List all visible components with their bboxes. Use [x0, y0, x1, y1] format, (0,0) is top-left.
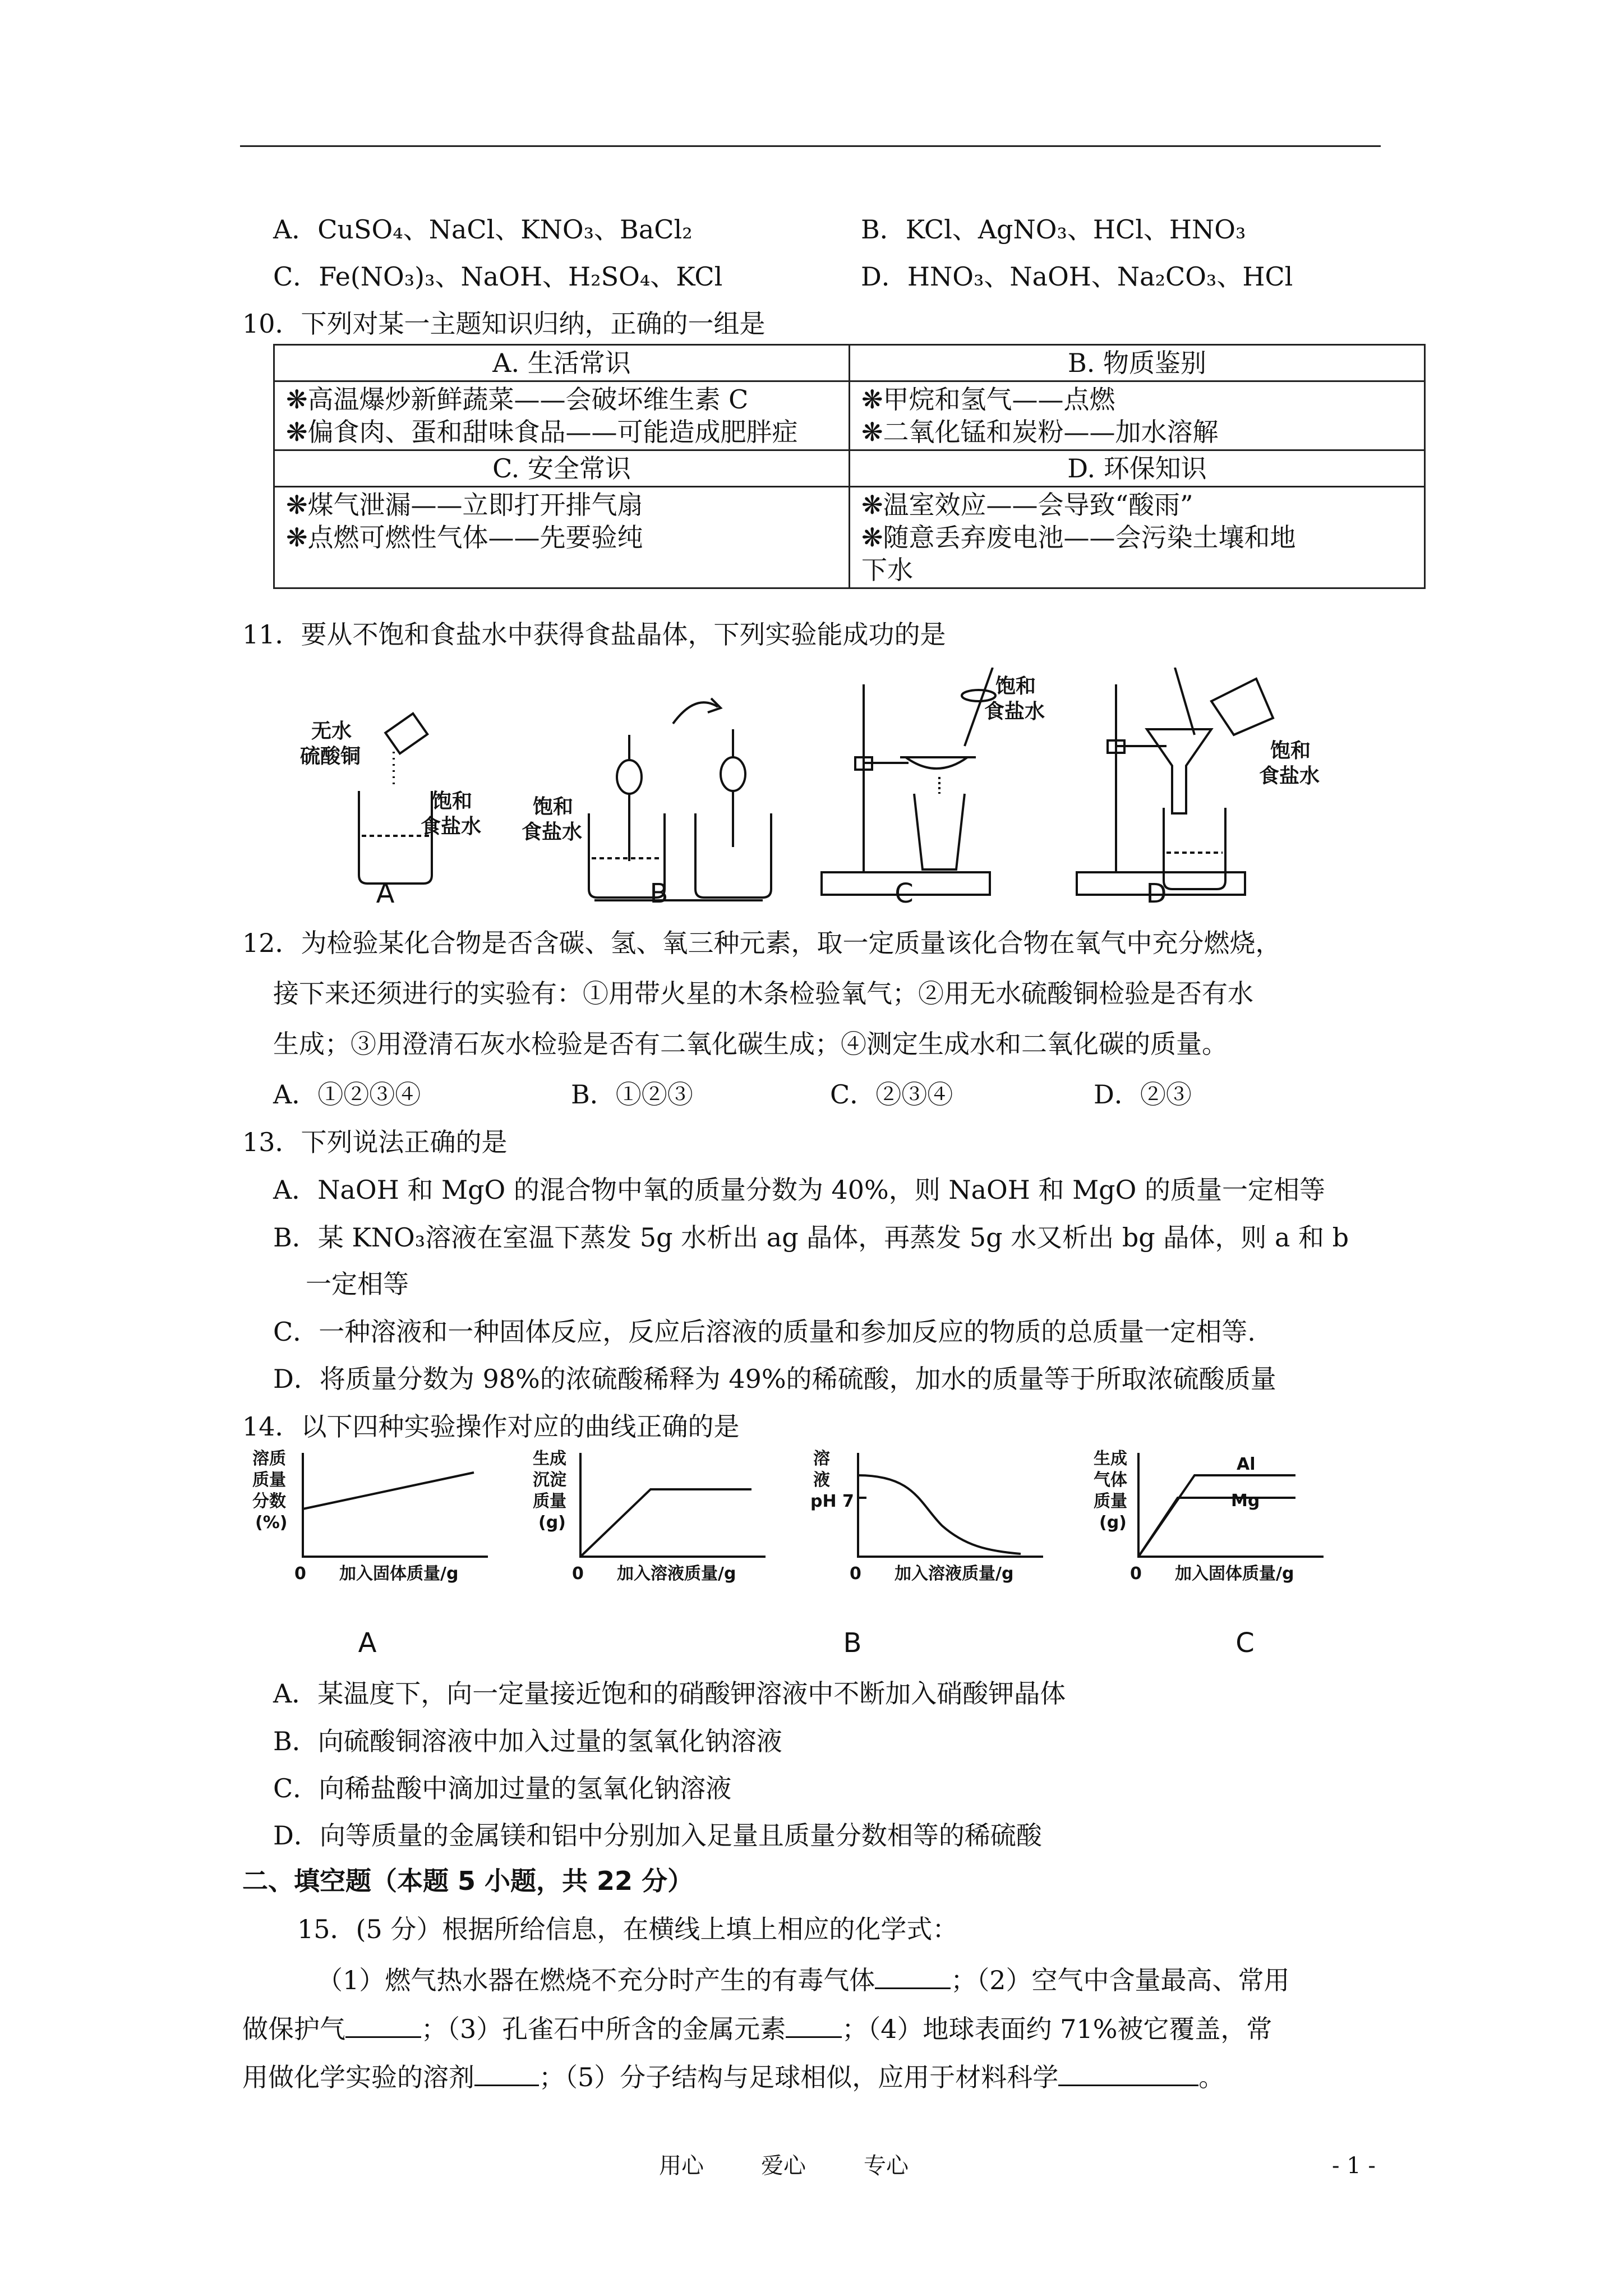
g4-curve-al: [1138, 1475, 1295, 1557]
g3-origin: 0: [850, 1564, 861, 1584]
q13-option-b-line2: 一定相等: [306, 1269, 409, 1299]
g3-curve: [858, 1475, 1021, 1554]
q15-stem: 15．(5 分）根据所给信息，在横线上填上相应的化学式：: [297, 1914, 958, 1944]
q9-option-d: D．HNO₃、NaOH、Na₂CO₃、HCl: [861, 261, 1293, 292]
g1-axes: [303, 1453, 488, 1557]
q12-option-c: C．②③④: [830, 1079, 953, 1110]
g4-origin: 0: [1130, 1564, 1142, 1584]
q14-option-d: D．向等质量的金属镁和铝中分别加入足量且质量分数相等的稀硫酸: [273, 1820, 1042, 1851]
g1-curve: [303, 1473, 474, 1509]
q9-option-a: A．CuSO₄、NaCl、KNO₃、BaCl₂: [273, 214, 693, 245]
q11-label-d: D: [1146, 878, 1167, 909]
q15-line2: 做保护气 ；（3）孔雀石中所含的金属元素 ；（4）地球表面约 71%被它覆盖，常: [242, 2009, 1272, 2046]
q15-blank-1[interactable]: [875, 1961, 951, 1989]
q13-stem: 13．下列说法正确的是: [242, 1127, 508, 1157]
q12-option-b: B．①②③: [571, 1079, 693, 1110]
q12-option-d: D．②③: [1094, 1079, 1192, 1110]
q15-blank-2[interactable]: [345, 2009, 421, 2038]
g4-curve-mg-label: Mg: [1231, 1491, 1260, 1511]
footer-motto-1: 用心: [659, 2153, 704, 2179]
footer-motto-2: 爱心: [761, 2153, 806, 2179]
q9-option-c: C．Fe(NO₃)₃、NaOH、H₂SO₄、KCl: [273, 261, 723, 292]
q11-apparatus-figure: [269, 668, 1436, 909]
label-a-saturated: 饱和: [432, 790, 473, 813]
q15-blank-4[interactable]: [474, 2058, 539, 2086]
q12-line1: 12．为检验某化合物是否含碳、氢、氧三种元素，取一定质量该化合物在氧气中充分燃烧，: [242, 928, 1281, 958]
q14-graph-label-b: B: [843, 1627, 862, 1659]
g3-ylabel-2: 液: [813, 1470, 830, 1490]
label-c-saturated: 饱和: [995, 675, 1036, 698]
g1-ylabel-3: 分数: [252, 1492, 286, 1511]
page-number: - 1 -: [1332, 2153, 1376, 2179]
g4-ylabel-1: 生成: [1094, 1449, 1127, 1469]
q11-stem: 11．要从不饱和食盐水中获得食盐晶体，下列实验能成功的是: [242, 619, 946, 650]
label-a-brine: 食盐水: [421, 815, 482, 838]
g1-ylabel-2: 质量: [252, 1470, 286, 1490]
footer-motto-3: 专心: [864, 2153, 909, 2179]
label-a-anhydrous: 无水: [311, 720, 352, 743]
q14-option-c: C．向稀盐酸中滴加过量的氢氧化钠溶液: [273, 1773, 732, 1803]
label-d-saturated: 饱和: [1270, 739, 1311, 762]
g2-xlabel: 加入溶液质量/g: [617, 1564, 736, 1584]
header-rule: [240, 145, 1381, 147]
q14-stem: 14．以下四种实验操作对应的曲线正确的是: [242, 1411, 740, 1442]
label-b-brine: 食盐水: [522, 821, 583, 844]
q14-option-b: B．向硫酸铜溶液中加入过量的氢氧化钠溶液: [273, 1726, 782, 1756]
q13-option-c: C．一种溶液和一种固体反应，反应后溶液的质量和参加反应的物质的总质量一定相等.: [273, 1317, 1256, 1347]
apparatus-d: [1077, 668, 1273, 895]
g2-origin: 0: [572, 1564, 584, 1584]
g1-ylabel-4: (%): [255, 1513, 288, 1533]
table-head-b: B. 物质鉴别: [850, 345, 1425, 381]
g3-ylabel-1: 溶: [813, 1449, 830, 1469]
g4-curve-mg: [1138, 1498, 1295, 1557]
section-2-heading: 二、填空题（本题 5 小题，共 22 分）: [242, 1866, 694, 1896]
q13-option-b-line1: B．某 KNO₃溶液在室温下蒸发 5g 水析出 ag 晶体，再蒸发 5g 水又析出 bg 晶体，则 a 和 b: [273, 1222, 1349, 1253]
g3-xlabel: 加入溶液质量/g: [895, 1564, 1014, 1584]
label-c-brine: 食盐水: [984, 700, 1045, 723]
table-head-a: A. 生活常识: [274, 345, 850, 381]
g2-axes: [580, 1453, 766, 1557]
label-a-cuso4: 硫酸铜: [300, 745, 361, 768]
g1-xlabel: 加入固体质量/g: [339, 1564, 459, 1584]
table-cell-c: ❋煤气泄漏——立即打开排气扇 ❋点燃可燃性气体——先要验纯: [274, 487, 850, 588]
label-d-brine: 食盐水: [1259, 765, 1320, 788]
q12-line2: 接下来还须进行的实验有：①用带火星的木条检验氧气；②用无水硫酸铜检验是否有水: [273, 978, 1253, 1009]
apparatus-b: [589, 698, 771, 900]
q14-option-a: A．某温度下，向一定量接近饱和的硝酸钾溶液中不断加入硝酸钾晶体: [273, 1678, 1066, 1709]
q13-option-d: D．将质量分数为 98%的浓硫酸稀释为 49%的稀硫酸，加水的质量等于所取浓硫酸质量: [273, 1364, 1276, 1394]
q10-stem: 10．下列对某一主题知识归纳，正确的一组是: [242, 309, 766, 339]
q11-label-c: C: [895, 878, 914, 909]
q14-graph-label-c: C: [1235, 1627, 1255, 1659]
table-head-c: C. 安全常识: [274, 450, 850, 487]
g1-origin: 0: [294, 1564, 306, 1584]
q10-knowledge-table: [273, 344, 1426, 589]
g4-ylabel-3: 质量: [1094, 1492, 1127, 1511]
table-cell-a: ❋高温爆炒新鲜蔬菜——会破坏维生素 C ❋偏食肉、蛋和甜味食品——可能造成肥胖症: [274, 381, 850, 450]
apparatus-a: [359, 714, 432, 884]
apparatus-c: [822, 668, 995, 895]
q12-line3: 生成；③用澄清石灰水检验是否有二氧化碳生成；④测定生成水和二氧化碳的质量。: [273, 1029, 1228, 1059]
q14-graph-label-a: A: [358, 1627, 377, 1659]
g4-curve-al-label: Al: [1237, 1455, 1256, 1474]
table-head-d: D. 环保知识: [850, 450, 1425, 487]
g4-xlabel: 加入固体质量/g: [1175, 1564, 1294, 1584]
q15-line3: 用做化学实验的溶剂 ；（5）分子结构与足球相似，应用于材料科学 。: [242, 2058, 1224, 2095]
g2-ylabel-3: 质量: [533, 1492, 566, 1511]
table-cell-d: ❋温室效应——会导致“酸雨” ❋随意丢弃废电池——会污染土壤和地 下水: [850, 487, 1425, 588]
q13-option-a: A．NaOH 和 MgO 的混合物中氧的质量分数为 40%，则 NaOH 和 MgO 的质量一定相等: [273, 1175, 1325, 1205]
g3-ylabel-3: pH 7: [810, 1492, 854, 1511]
g1-ylabel-1: 溶质: [252, 1449, 286, 1469]
g3-axes: [858, 1453, 1043, 1557]
g2-ylabel-2: 沉淀: [533, 1470, 566, 1490]
table-cell-b: ❋甲烷和氢气——点燃 ❋二氧化锰和炭粉——加水溶解: [850, 381, 1425, 450]
g2-ylabel-1: 生成: [533, 1449, 566, 1469]
q14-graphs-figure: [247, 1442, 1385, 1627]
q11-label-b: B: [649, 878, 668, 909]
g4-ylabel-2: 气体: [1094, 1470, 1127, 1490]
q9-option-b: B．KCl、AgNO₃、HCl、HNO₃: [861, 214, 1246, 245]
q15-blank-5[interactable]: [1058, 2058, 1198, 2086]
q15-line1: （1）燃气热水器在燃烧不充分时产生的有毒气体 ；（2）空气中含量最高、常用: [317, 1961, 1290, 1998]
q15-blank-3[interactable]: [786, 2009, 842, 2038]
g2-curve: [580, 1489, 751, 1557]
q12-option-a: A．①②③④: [273, 1079, 421, 1110]
label-b-saturated: 饱和: [533, 795, 574, 818]
g4-ylabel-4: (g): [1099, 1513, 1127, 1533]
q11-label-a: A: [376, 878, 395, 909]
g2-ylabel-4: (g): [538, 1513, 566, 1533]
